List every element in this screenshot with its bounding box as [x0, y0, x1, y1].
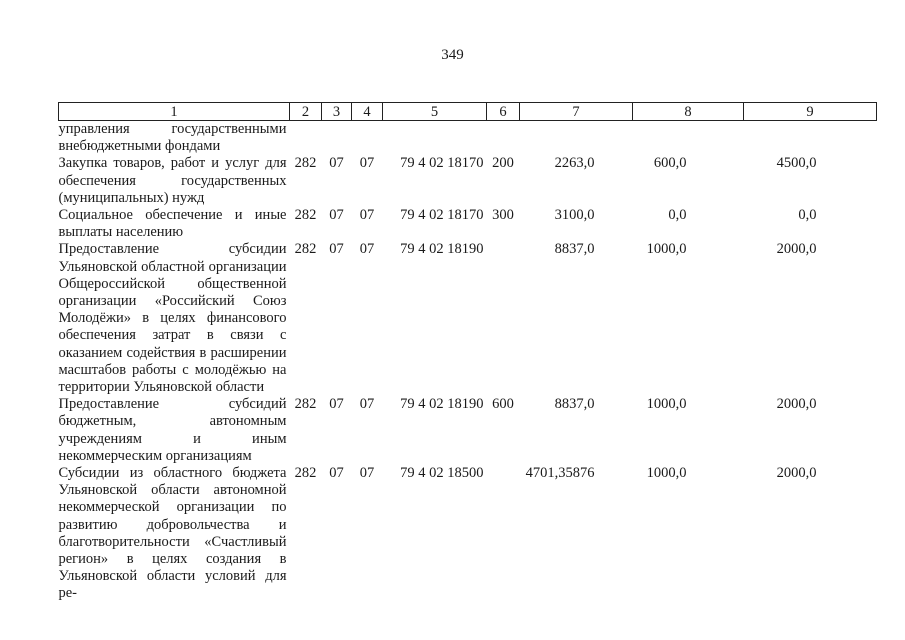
cell-target-code: 79 4 02 18190 — [400, 396, 484, 413]
cell-amount-3 — [744, 121, 877, 156]
cell-subsection: 07 — [359, 465, 375, 482]
cell-subsection: 07 — [359, 207, 375, 224]
table-row — [59, 121, 877, 156]
cell-target-code: 79 4 02 18170 — [400, 155, 484, 172]
cell-amount-3: 2000,0 — [776, 241, 817, 258]
cell-expense-type: 200 — [492, 155, 514, 172]
cell-amount-2: 1000,0 — [646, 465, 687, 482]
col-header-7: 7 — [520, 103, 633, 121]
cell-admin: 282 — [294, 396, 317, 413]
table-row — [59, 396, 877, 465]
cell-amount-3: 4500,0 — [776, 155, 817, 172]
col-header-5: 5 — [383, 103, 487, 121]
cell-admin: 282 — [294, 465, 317, 482]
cell-amount-2: 0,0 — [668, 207, 687, 224]
cell-amount-1: 2263,0 — [554, 155, 595, 172]
cell-section: 07 — [329, 465, 344, 482]
col-header-6: 6 — [487, 103, 520, 121]
cell-amount-1 — [520, 121, 633, 156]
col-header-8: 8 — [633, 103, 744, 121]
table-row — [59, 155, 877, 207]
cell-section: 07 — [329, 241, 344, 258]
cell-expense-type — [487, 121, 520, 156]
cell-amount-3: 2000,0 — [776, 465, 817, 482]
cell-target-code: 79 4 02 18170 — [400, 207, 484, 224]
col-header-1: 1 — [59, 103, 290, 121]
cell-amount-3: 0,0 — [798, 207, 817, 224]
table-row — [59, 465, 877, 603]
cell-admin: 282 — [294, 155, 317, 172]
cell-amount-1: 8837,0 — [554, 396, 595, 413]
row-name: управления государственными внебюджетными фондами — [58, 121, 287, 155]
cell-section: 07 — [329, 396, 344, 413]
row-name: Предоставление субсидии Ульяновской областной организации Общероссийской общественной организации «Российский Союз Молодёжи» в целях финансового обеспечения затрат в связи с оказанием содействия в расширении масштабов работы с молодёжью на территории Ульяновской области — [58, 241, 287, 396]
col-header-3: 3 — [322, 103, 352, 121]
cell-admin: 282 — [294, 207, 317, 224]
col-header-9: 9 — [744, 103, 877, 121]
row-name: Социальное обеспечение и иные выплаты населению — [58, 207, 287, 241]
cell-section — [322, 121, 352, 156]
col-header-4: 4 — [352, 103, 383, 121]
page-number: 349 — [441, 47, 464, 63]
budget-table — [58, 102, 877, 603]
row-name: Закупка товаров, работ и услуг для обеспечения государственных (муниципальных) нужд — [58, 155, 287, 206]
cell-target-code — [383, 121, 487, 156]
table-row — [59, 241, 877, 396]
cell-expense-type — [487, 241, 520, 396]
cell-admin: 282 — [294, 241, 317, 258]
row-name: Субсидии из областного бюджета Ульяновской области автономной некоммерческой организации по развитию добровольчества и благотворительности «Счастливый регион» в целях создания в Ульяновской области условий для ре- — [58, 465, 287, 602]
cell-amount-2 — [633, 121, 744, 156]
col-header-2: 2 — [290, 103, 322, 121]
cell-expense-type: 600 — [492, 396, 514, 413]
cell-amount-1: 3100,0 — [554, 207, 595, 224]
cell-section: 07 — [329, 155, 344, 172]
table-row — [59, 207, 877, 241]
cell-amount-2: 1000,0 — [646, 241, 687, 258]
cell-subsection — [352, 121, 383, 156]
cell-subsection: 07 — [359, 155, 375, 172]
row-name: Предоставление субсидий бюджетным, автономным учреждениям и иным некоммерческим организациям — [58, 396, 287, 464]
cell-subsection: 07 — [359, 396, 375, 413]
header-row — [59, 103, 877, 121]
cell-amount-2: 1000,0 — [646, 396, 687, 413]
cell-target-code: 79 4 02 18190 — [400, 241, 484, 258]
cell-amount-1: 4701,35876 — [525, 465, 595, 482]
cell-amount-2: 600,0 — [653, 155, 687, 172]
cell-expense-type — [487, 465, 520, 603]
cell-subsection: 07 — [359, 241, 375, 258]
cell-target-code: 79 4 02 18500 — [400, 465, 484, 482]
cell-admin — [290, 121, 322, 156]
cell-section: 07 — [329, 207, 344, 224]
cell-amount-3: 2000,0 — [776, 396, 817, 413]
cell-expense-type: 300 — [492, 207, 514, 224]
cell-amount-1: 8837,0 — [554, 241, 595, 258]
